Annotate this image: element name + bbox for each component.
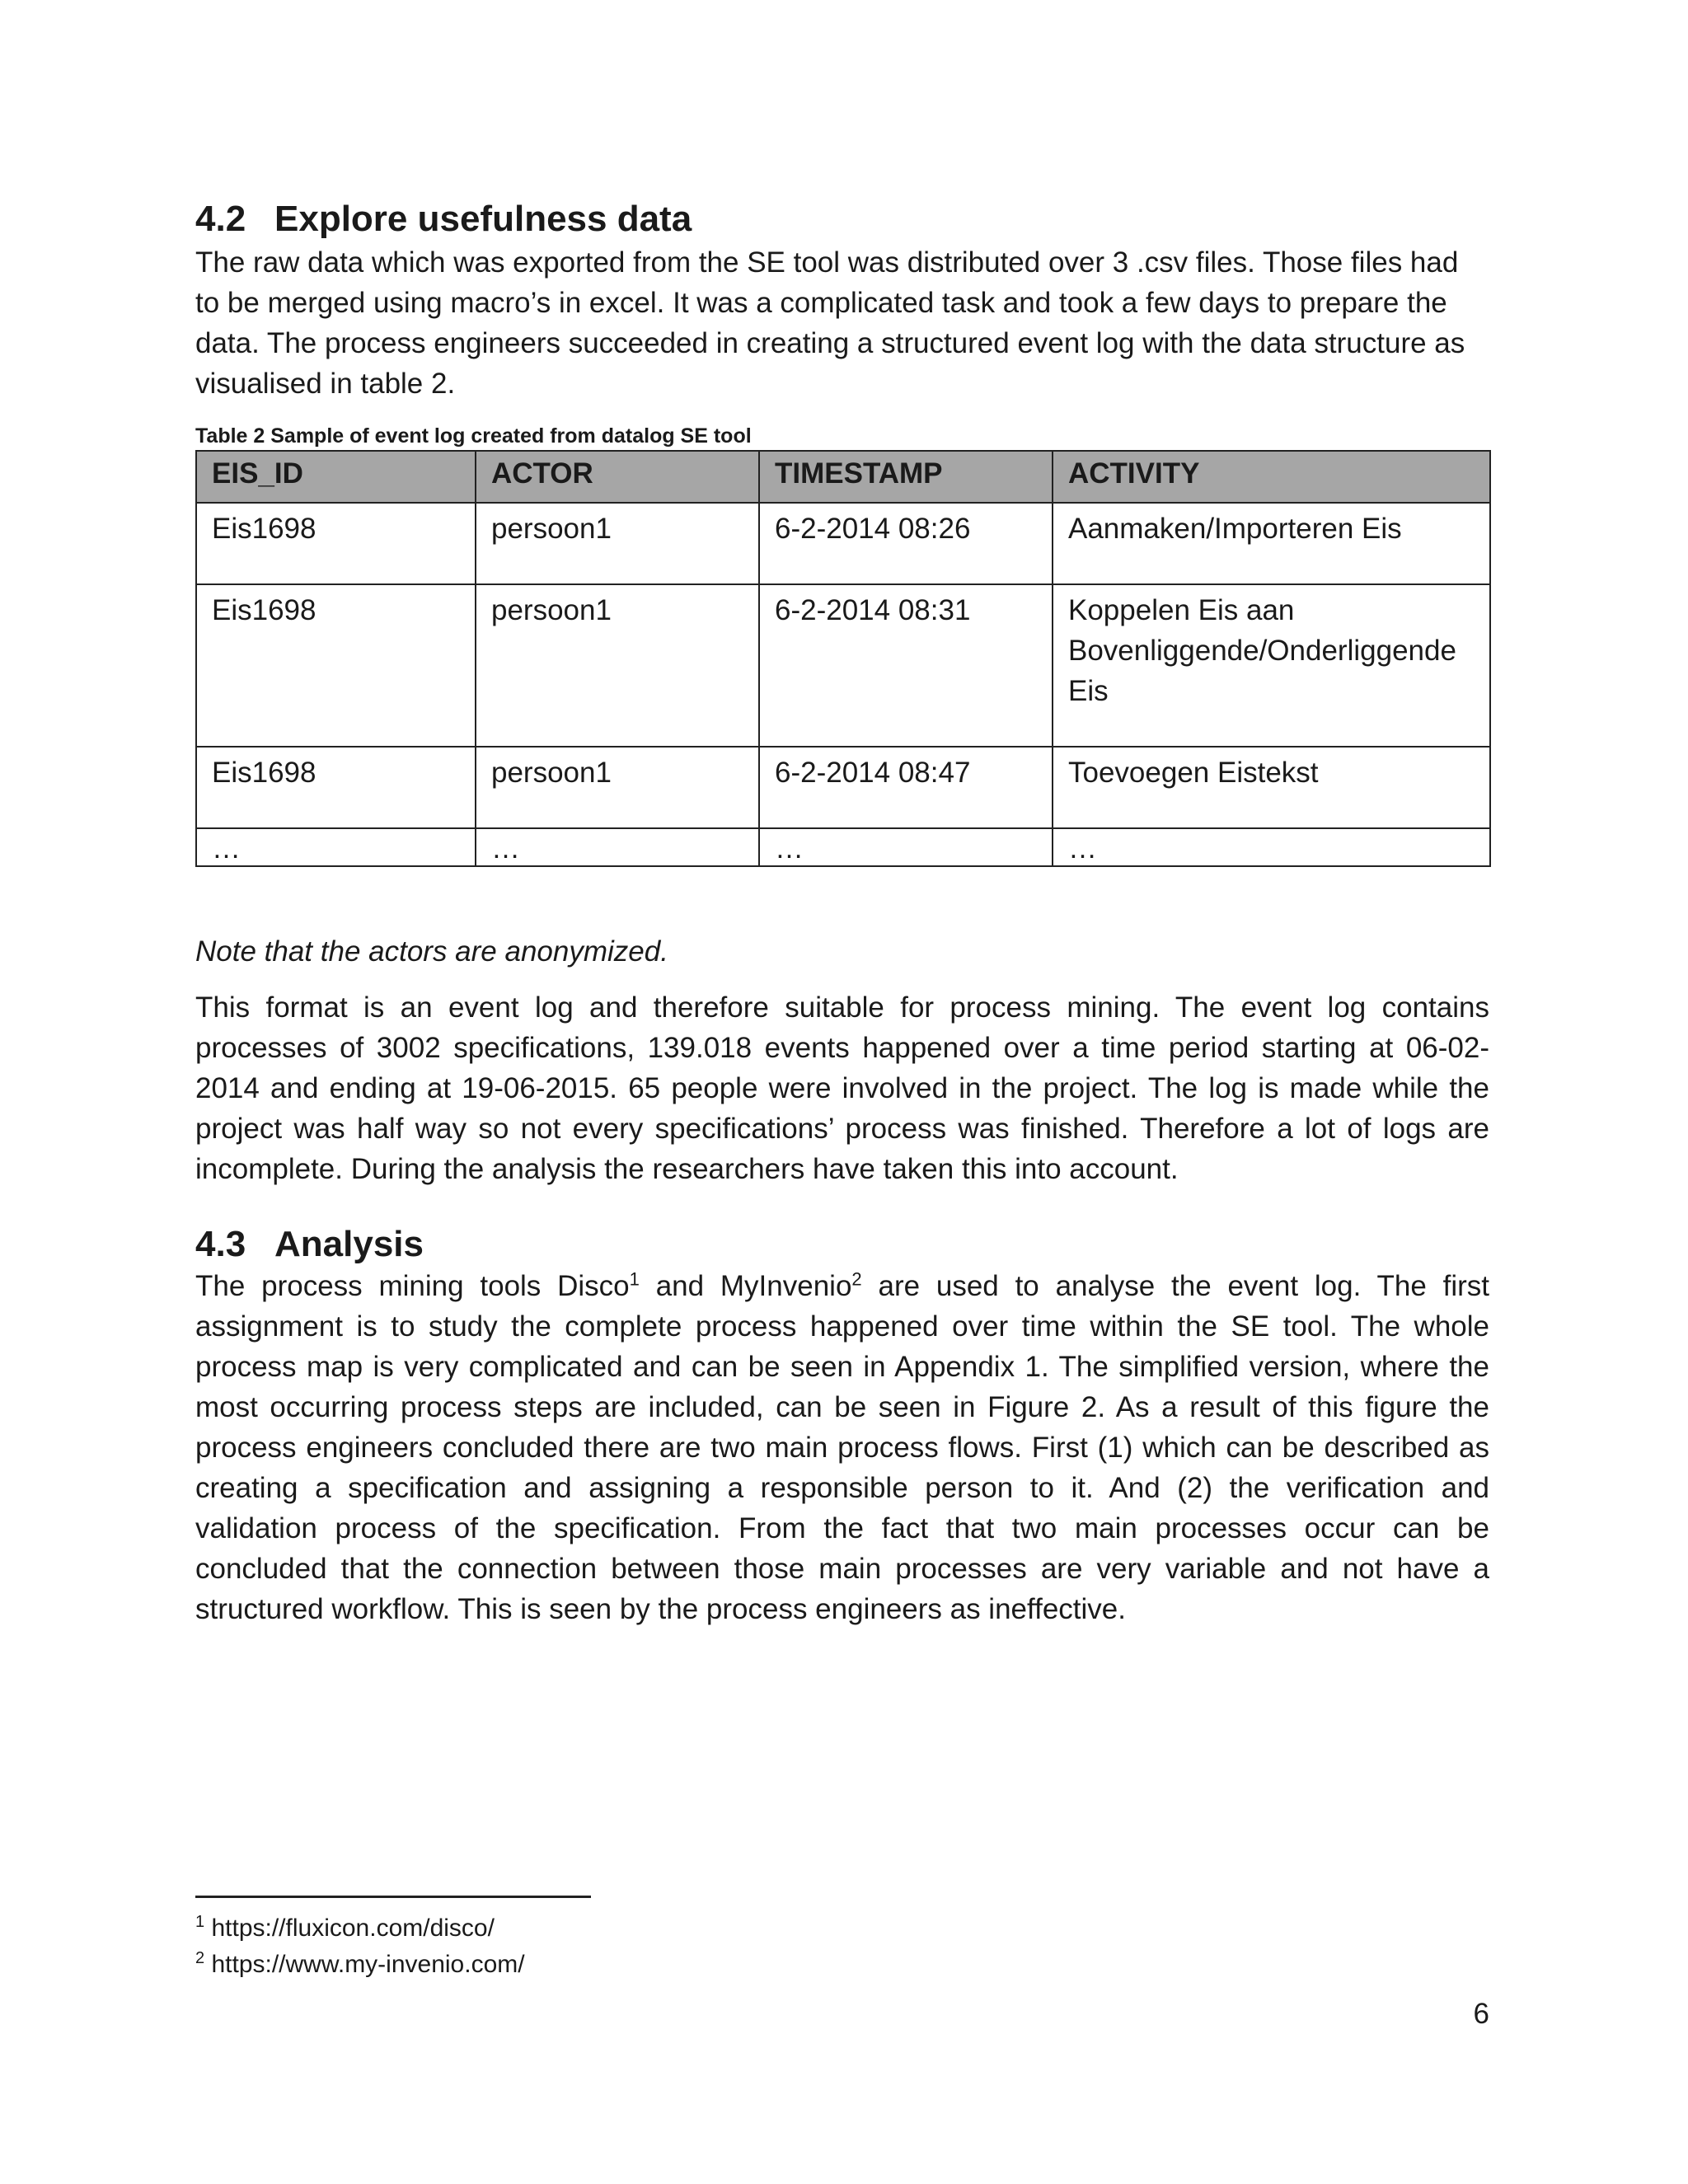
cell-activity: Aanmaken/Importeren Eis — [1053, 503, 1490, 584]
cell-ellipsis: … — [1053, 828, 1490, 866]
footnote-divider — [195, 1896, 591, 1898]
footnote-link[interactable]: https://www.my-invenio.com/ — [211, 1951, 525, 1978]
footnote-ref-2[interactable]: 2 — [851, 1268, 862, 1290]
table-caption: Table 2 Sample of event log created from datalog SE tool — [195, 424, 752, 448]
analysis-text-1: The process mining tools Disco — [195, 1270, 630, 1302]
header-activity: ACTIVITY — [1053, 451, 1490, 503]
cell-activity: Toevoegen Eistekst — [1053, 747, 1490, 828]
table-row — [196, 828, 1490, 866]
format-paragraph: This format is an event log and therefore suitable for process mining. The event log contains processes of 3002 specifications, 139.018 events happened over a time period starting at 06-02-2014 and ending at 19-06-2015. 65 people were involved in the project. The log is made while the project was half way so not every specifications’ process was finished. Therefore a lot of logs are incomplete. During the analysis the researchers have taken this into account. — [195, 991, 1489, 1185]
cell-timestamp: 6-2-2014 08:47 — [759, 747, 1053, 828]
footnote-mark: 2 — [195, 1949, 205, 1967]
cell-timestamp: 6-2-2014 08:26 — [759, 503, 1053, 584]
analysis-paragraph — [195, 1266, 1489, 1629]
table-row — [196, 584, 1490, 747]
header-timestamp: TIMESTAMP — [759, 451, 1053, 503]
cell-ellipsis: … — [196, 828, 476, 866]
cell-ellipsis: … — [759, 828, 1053, 866]
footnote-ref-1[interactable]: 1 — [629, 1268, 640, 1290]
intro-paragraph: The raw data which was exported from the SE tool was distributed over 3 .csv files. Those files had to be merged using macro’s in excel. It was a complicated task and took a few days to prepare the data. The process engineers succeeded in creating a structured event log with the data structure as visualised in table 2. — [195, 246, 1465, 400]
cell-eis-id: Eis1698 — [196, 503, 476, 584]
section-heading-4-2 — [195, 198, 692, 241]
cell-eis-id: Eis1698 — [196, 747, 476, 828]
section-title: Analysis — [274, 1224, 424, 1264]
footnote-1 — [195, 1910, 525, 1947]
footnote-link[interactable]: https://fluxicon.com/disco/ — [211, 1915, 495, 1942]
section-heading-4-3 — [195, 1223, 424, 1266]
cell-timestamp: 6-2-2014 08:31 — [759, 584, 1053, 747]
cell-actor: persoon1 — [476, 747, 759, 828]
page-number: 6 — [1473, 1998, 1489, 2030]
header-actor: ACTOR — [476, 451, 759, 503]
table-row — [196, 747, 1490, 828]
section-number: 4.2 — [195, 199, 246, 239]
table-header-row — [196, 451, 1490, 503]
analysis-text-3: are used to analyse the event log. The first assignment is to study the complete process happened over time within the SE tool. The whole process map is very complicated and can be seen in Appendix 1. The simplified version, where the most occurring process steps are included, can be seen in Figure 2. As a result of this figure the process engineers concluded there are two main process flows. First (1) which can be described as creating a specification and assigning a responsible person to it. And (2) the verification and validation process of the specification. From the fact that two main processes occur can be concluded that the connection between those main processes are very variable and not have a structured workflow. This is seen by the process engineers as ineffective. — [195, 1270, 1489, 1625]
table-row — [196, 503, 1490, 584]
event-log-table — [195, 450, 1491, 867]
cell-ellipsis: … — [476, 828, 759, 866]
footnote-2 — [195, 1947, 525, 1983]
cell-actor: persoon1 — [476, 584, 759, 747]
cell-eis-id: Eis1698 — [196, 584, 476, 747]
section-title: Explore usefulness data — [274, 199, 692, 239]
analysis-text-2: and MyInvenio — [639, 1270, 852, 1302]
cell-actor: persoon1 — [476, 503, 759, 584]
header-eis-id: EIS_ID — [196, 451, 476, 503]
document-page — [195, 0, 1489, 2184]
footnote-mark: 1 — [195, 1913, 205, 1931]
anonymization-note: Note that the actors are anonymized. — [195, 935, 668, 968]
section-number: 4.3 — [195, 1224, 246, 1264]
footnotes — [195, 1910, 525, 1983]
cell-activity: Koppelen Eis aan Bovenliggende/Onderliggende Eis — [1053, 584, 1490, 747]
